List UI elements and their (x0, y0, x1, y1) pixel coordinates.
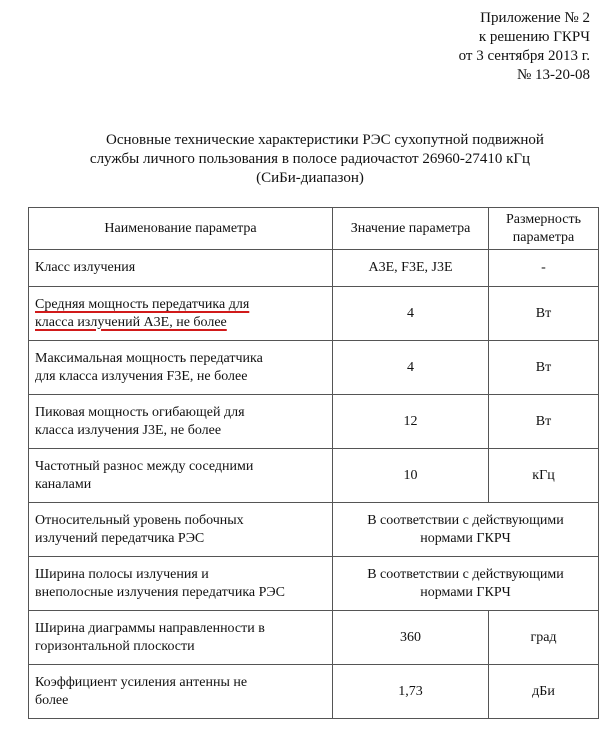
unit-cell: град (489, 611, 599, 665)
param-cell (29, 557, 333, 611)
table-row (29, 557, 599, 611)
param-line-1: Пиковая мощность огибающей для (35, 404, 245, 420)
appendix-line-2: к решению ГКРЧ (478, 29, 590, 45)
param-cell (29, 287, 333, 341)
param-line-2-underlined: класса излучений A3E, не более (35, 314, 227, 330)
unit-cell: кГц (489, 449, 599, 503)
table-row (29, 395, 599, 449)
param-line-1: Ширина полосы излучения и (35, 566, 209, 582)
table-row (29, 341, 599, 395)
param-line-2: горизонтальной плоскости (35, 638, 195, 654)
param-cell (29, 611, 333, 665)
merged-line-1: В соответствии с действующими (367, 512, 564, 528)
table-row (29, 503, 599, 557)
table-row (29, 665, 599, 719)
title-line-3: (СиБи-диапазон) (256, 170, 364, 186)
table-row (29, 611, 599, 665)
title-line-1: Основные технические характеристики РЭС сухопутной подвижной (106, 132, 544, 148)
param-line-2: класса излучения J3E, не более (35, 422, 222, 438)
table-row (29, 250, 599, 287)
value-cell: 10 (333, 449, 489, 503)
param-line-1: Относительный уровень побочных (35, 512, 244, 528)
header-value: Значение параметра (333, 208, 489, 250)
merged-line-2: нормами ГКРЧ (420, 530, 511, 546)
value-cell: 1,73 (333, 665, 489, 719)
unit-cell: Вт (489, 341, 599, 395)
param-line-2: излучений передатчика РЭС (35, 530, 205, 546)
merged-value-cell (333, 557, 599, 611)
title-line-2: службы личного пользования в полосе радиочастот 26960-27410 кГц (89, 151, 531, 167)
param-cell (29, 503, 333, 557)
unit-cell: - (489, 250, 599, 287)
merged-line-1: В соответствии с действующими (367, 566, 564, 582)
unit-cell: дБи (489, 665, 599, 719)
appendix-line-4: № 13-20-08 (516, 67, 590, 83)
merged-value-cell (333, 503, 599, 557)
value-cell: 4 (333, 287, 489, 341)
param-line-1: Частотный разнос между соседними (35, 458, 254, 474)
param-line-1: Коэффициент усиления антенны не (35, 674, 248, 690)
param-line-2: внеполосные излучения передатчика РЭС (35, 584, 286, 600)
unit-cell: Вт (489, 287, 599, 341)
param-line-1: Максимальная мощность передатчика (35, 350, 263, 366)
param-line-2: для класса излучения F3E, не более (35, 368, 248, 384)
header-unit (489, 208, 599, 250)
param-cell (29, 341, 333, 395)
param-cell (29, 665, 333, 719)
param-line-1: Ширина диаграммы направленности в (35, 620, 265, 636)
specs-table (28, 207, 599, 719)
param-line-2: каналами (35, 476, 92, 492)
table-header-row (29, 208, 599, 250)
param-cell: Класс излучения (29, 250, 333, 287)
value-cell: 12 (333, 395, 489, 449)
document-title (20, 131, 600, 188)
header-param: Наименование параметра (29, 208, 333, 250)
appendix-line-3: от 3 сентября 2013 г. (458, 48, 590, 64)
merged-line-2: нормами ГКРЧ (420, 584, 511, 600)
unit-cell: Вт (489, 395, 599, 449)
table-row (29, 287, 599, 341)
param-line-1: Средняя мощность передатчика для (35, 296, 250, 312)
appendix-block (400, 9, 590, 85)
header-unit-line-1: Размерность (506, 211, 581, 227)
value-cell: 4 (333, 341, 489, 395)
param-line-2: более (35, 692, 69, 708)
appendix-line-1: Приложение № 2 (480, 10, 590, 26)
param-cell (29, 395, 333, 449)
header-unit-line-2: параметра (512, 229, 575, 245)
value-cell: 360 (333, 611, 489, 665)
value-cell: A3E, F3E, J3E (333, 250, 489, 287)
param-cell (29, 449, 333, 503)
table-row (29, 449, 599, 503)
